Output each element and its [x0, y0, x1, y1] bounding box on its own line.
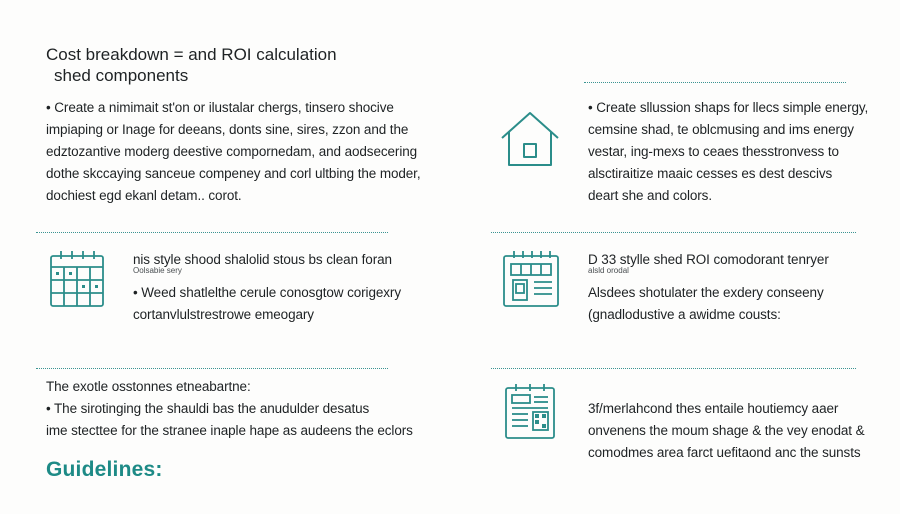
section-heading: nis style shood shalolid stous bs clean foran — [133, 252, 392, 267]
text-line: (gnadlodustive a awidme cousts: — [588, 307, 781, 322]
text-line: alsctiraitize maaic cesses es dest descivs — [588, 166, 833, 181]
section-heading: D 33 stylle shed ROI comodorant tenryer — [588, 252, 829, 267]
bottom-left-text — [46, 398, 413, 442]
divider — [36, 368, 388, 369]
divider — [584, 82, 846, 83]
bottom-right-text — [588, 398, 865, 464]
divider — [36, 232, 388, 233]
text-line: edztozantive moderg deestive compornedam, and aodsecering — [46, 144, 418, 159]
page-title: Cost breakdown = and ROI calculation — [46, 45, 337, 64]
text-line: dothe skccaying sanceue compeney and corl ultbing the moder, — [46, 166, 421, 181]
section-sublabel: Oolsabie sery — [133, 266, 182, 275]
building-icon — [502, 250, 560, 308]
text-line: ime stecttee for the stranee inaple hape as audeens the eclors — [46, 423, 413, 438]
text-line: • Weed shatlelthe cerule conosgtow corigexry — [133, 285, 401, 300]
text-line: deart she and colors. — [588, 188, 712, 203]
receipt-icon — [504, 384, 556, 440]
section-sublabel: alsld orodal — [588, 266, 629, 275]
text-line: impiaping or Inage for deeans, donts sine, sires, zzon and the — [46, 122, 409, 137]
top-right-text — [588, 97, 868, 207]
house-icon — [500, 110, 562, 170]
mid-right-text — [588, 282, 824, 326]
text-line: cortanvlulstrestrowe emeogary — [133, 307, 314, 322]
top-left-text — [46, 97, 421, 207]
text-line: cemsine shad, te oblcmusing and ims energy — [588, 122, 854, 137]
text-line: • Create sllussion shaps for llecs simple energy, — [588, 100, 869, 115]
calendar-icon — [50, 250, 106, 308]
text-line: • Create a nimimait st'on or ilustalar chergs, tinsero shocive — [46, 100, 394, 115]
text-line: vestar, ing-mexs to ceaes thesstronvess to — [588, 144, 839, 159]
text-line: comodmes area farct uefitaond anc the sunsts — [588, 445, 861, 460]
text-line: Alsdees shotulater the exdery conseeny — [588, 285, 824, 300]
guidelines-heading: Guidelines: — [46, 458, 163, 481]
text-line: • The sirotinging the shauldi bas the anudulder desatus — [46, 401, 370, 416]
mid-left-text — [133, 282, 401, 326]
text-line: onvenens the moum shage & the vey enodat & — [588, 423, 865, 438]
divider — [491, 368, 856, 369]
section-heading: The exotle osstonnes etneabartne: — [46, 379, 251, 394]
text-line: 3f/merlahcond thes entaile houtiemcy aaer — [588, 401, 839, 416]
divider — [491, 232, 856, 233]
page-subtitle: shed components — [54, 66, 189, 85]
text-line: dochiest egd ekanl detam.. corot. — [46, 188, 242, 203]
